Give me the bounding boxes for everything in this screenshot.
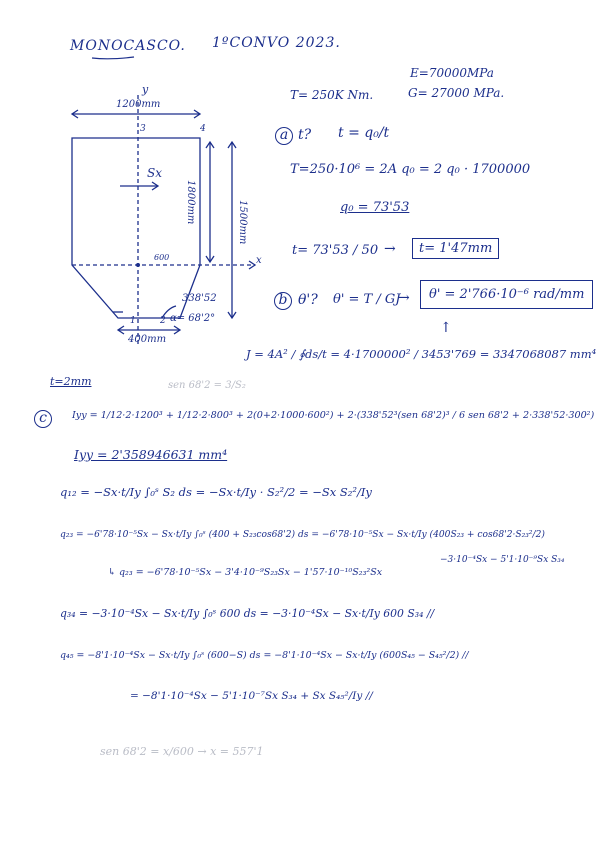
- part-a-question: t?: [298, 127, 312, 143]
- arrow-b: →: [398, 290, 410, 306]
- exam-label: 1ºCONVO 2023.: [212, 35, 341, 51]
- document-title: MONOCASCO.: [70, 38, 186, 54]
- torque-equation: T=250·10⁶ = 2A q₀ = 2 q₀ · 1700000: [290, 162, 531, 177]
- part-b-question: θ'?: [298, 292, 318, 308]
- part-a-marker: a: [275, 127, 293, 145]
- height-total-label: 1500mm: [237, 200, 248, 245]
- flow-q34: q₃₄ = −3·10⁻⁴Sx − Sx·t/Iy ∫₀ˢ 600 ds = −3·10⁻⁴Sx − Sx·t/Iy 600 S₃₄ //: [60, 607, 435, 620]
- slant-length-label: 338'52: [182, 293, 217, 304]
- angle-label: α= 68'2°: [170, 313, 216, 324]
- arrow-a: →: [384, 241, 396, 257]
- flow-q23-simplified-end: −3·10⁻⁴Sx − 5'1·10⁻⁹Sx S₃₄: [440, 555, 565, 565]
- q0-result: q₀ = 73'53: [340, 200, 410, 215]
- width-bottom-label: 400mm: [128, 334, 167, 345]
- node-2-label: 2: [160, 316, 166, 326]
- segment-600-label: 600: [154, 253, 170, 262]
- shear-force-label: Sx: [147, 166, 162, 180]
- flow-q45-simplified: = −8'1·10⁻⁴Sx − 5'1·10⁻⁷Sx S₃₄ + Sx S₄₅²/Iy //: [130, 690, 373, 702]
- y-axis-label: y: [142, 83, 149, 96]
- flow-q23: q₂₃ = −6'78·10⁻⁵Sx − Sx·t/Iy ∫₀ˢ (400 + S₂₃cos68'2) ds = −6'78·10⁻⁵Sx − Sx·t/Iy (400S₂₃ + cos68'2·S₂₃²/2): [60, 530, 545, 540]
- torque-value: T= 250K Nm.: [290, 88, 374, 102]
- inertia-result: Iyy = 2'358946631 mm⁴: [74, 447, 228, 462]
- node-1-label: 1: [130, 316, 136, 326]
- inertia-equation: Iyy = 1/12·2·1200³ + 1/12·2·800³ + 2(0+2·1000·600²) + 2·(338'52³(sen 68'2)³ / 6 sen 68'2 + 2·338'52·300²): [72, 410, 595, 421]
- polar-moment-formula: J = 4A² / ∮ds/t = 4·1700000² / 3453'769 = 3347068087 mm⁴: [246, 347, 597, 361]
- young-modulus: E=70000MPa: [410, 66, 494, 80]
- section-outline: [72, 138, 200, 318]
- faint-bottom-note: sen 68'2 = x/600 → x = 557'1: [100, 745, 264, 758]
- width-top-label: 1200mm: [116, 99, 161, 110]
- thickness-calc: t= 73'53 / 50: [292, 243, 379, 258]
- node-3-label: 3: [140, 124, 146, 134]
- x-axis-label: x: [256, 255, 262, 266]
- twist-formula: θ' = T / GJ: [333, 292, 401, 307]
- node-4-label: 4: [200, 124, 206, 134]
- twist-result: θ' = 2'766·10⁻⁶ rad/mm: [420, 280, 593, 309]
- shear-modulus: G= 27000 MPa.: [408, 86, 505, 100]
- height-upper-label: 1800mm: [185, 180, 196, 225]
- faint-angle-calc: sen 68'2 = 3/S₂: [168, 380, 246, 391]
- up-arrow: ↑: [440, 320, 452, 336]
- thickness-result: t= 1'47mm: [412, 238, 499, 259]
- flow-q23-simplified: ↳ q₂₃ = −6'78·10⁻⁵Sx − 3'4·10⁻⁹S₂₃Sx − 1'57·10⁻¹⁰S₂₃²Sx: [108, 567, 383, 578]
- part-b-marker: b: [274, 292, 292, 310]
- flow-q45: q₄₅ = −8'1·10⁻⁴Sx − Sx·t/Iy ∫₀ˢ (600−S) ds = −8'1·10⁻⁴Sx − Sx·t/Iy (600S₄₅ − S₄₅²/2) //: [60, 650, 469, 661]
- part-a-formula: t = q₀/t: [338, 125, 390, 141]
- thickness-label: t=2mm: [50, 375, 92, 388]
- flow-q12: q₁₂ = −Sx·t/Iy ∫₀ˢ S₂ ds = −Sx·t/Iy · S₂²/2 = −Sx S₂²/Iy: [60, 485, 372, 499]
- part-c-marker: c: [34, 410, 52, 428]
